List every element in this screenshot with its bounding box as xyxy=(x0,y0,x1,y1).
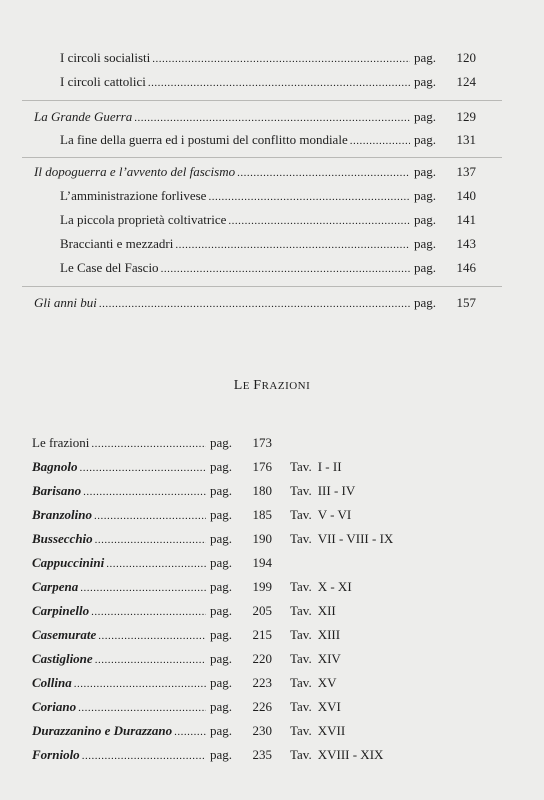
leader-dots xyxy=(82,746,206,766)
pag-label: pag. xyxy=(209,627,232,642)
tavole-ref xyxy=(290,481,355,501)
frazione-page-number: 173 xyxy=(252,435,272,450)
tav-numbers: XVI xyxy=(317,699,341,714)
frazione-title: Le frazioni xyxy=(32,435,90,450)
tavole-ref xyxy=(290,577,352,597)
frazione-entry xyxy=(32,721,232,741)
tav-label: Tav. xyxy=(290,459,312,474)
leader-dots xyxy=(74,674,206,694)
toc-entry-title: Le Case del Fascio xyxy=(60,260,159,275)
divider xyxy=(22,286,502,287)
toc-section-title: La Grande Guerra xyxy=(34,109,133,124)
pag-label: pag. xyxy=(413,74,436,89)
tav-label: Tav. xyxy=(290,507,312,522)
frazione-page-number: 235 xyxy=(252,747,272,762)
frazione-page-number: 180 xyxy=(252,483,272,498)
toc-page-number: 120 xyxy=(456,50,476,65)
frazione-title: Bagnolo xyxy=(32,459,78,474)
pag-label: pag. xyxy=(413,260,436,275)
frazione-title: Branzolino xyxy=(32,507,92,522)
frazione-page-number: 223 xyxy=(252,675,272,690)
frazione-entry xyxy=(32,481,232,501)
frazione-entry xyxy=(32,505,232,525)
tavole-ref xyxy=(290,721,345,741)
frazione-page-number: 230 xyxy=(252,723,272,738)
toc-entry xyxy=(60,72,436,92)
leader-dots xyxy=(134,108,410,128)
toc-section-title: Gli anni bui xyxy=(34,295,97,310)
frazione-entry xyxy=(32,457,232,477)
pag-label: pag. xyxy=(209,723,232,738)
tavole-ref xyxy=(290,697,341,717)
tav-numbers: III - IV xyxy=(317,483,356,498)
tavole-ref xyxy=(290,529,393,549)
pag-label: pag. xyxy=(209,675,232,690)
frazione-entry xyxy=(32,601,232,621)
tav-numbers: XII xyxy=(317,603,336,618)
pag-label: pag. xyxy=(413,164,436,179)
pag-label: pag. xyxy=(413,109,436,124)
pag-label: pag. xyxy=(209,483,232,498)
frazione-page-number: 220 xyxy=(252,651,272,666)
toc-entry xyxy=(60,234,436,254)
frazione-title: Forniolo xyxy=(32,747,80,762)
section-heading xyxy=(0,378,544,394)
toc-page-number: 141 xyxy=(456,212,476,227)
frazione-title: Casemurate xyxy=(32,627,97,642)
tav-numbers: XVIII - XIX xyxy=(317,747,384,762)
leader-dots xyxy=(91,602,206,622)
tav-numbers: XVII xyxy=(317,723,346,738)
frazione-title: Bussecchio xyxy=(32,531,93,546)
toc-page-number: 143 xyxy=(456,236,476,251)
leader-dots xyxy=(99,294,410,314)
pag-label: pag. xyxy=(209,651,232,666)
toc-section xyxy=(34,293,436,313)
frazione-entry xyxy=(32,697,232,717)
toc-entry xyxy=(60,186,436,206)
tav-label: Tav. xyxy=(290,579,312,594)
tavole-ref xyxy=(290,457,342,477)
leader-dots xyxy=(98,626,206,646)
tav-numbers: XV xyxy=(317,675,337,690)
tavole-ref xyxy=(290,601,336,621)
leader-dots xyxy=(95,650,206,670)
pag-label: pag. xyxy=(209,435,232,450)
toc-page-number: 157 xyxy=(456,295,476,310)
tav-numbers: XIV xyxy=(317,651,341,666)
frazione-entry xyxy=(32,625,232,645)
tav-label: Tav. xyxy=(290,747,312,762)
leader-dots xyxy=(78,698,206,718)
pag-label: pag. xyxy=(209,555,232,570)
toc-section-title: Il dopoguerra e l’avvento del fascismo xyxy=(34,164,236,179)
pag-label: pag. xyxy=(413,295,436,310)
tav-numbers: I - II xyxy=(317,459,342,474)
frazione-title: Castiglione xyxy=(32,651,93,666)
leader-dots xyxy=(228,211,410,231)
pag-label: pag. xyxy=(413,132,436,147)
frazione-title: Collina xyxy=(32,675,72,690)
toc-entry xyxy=(60,210,436,230)
frazione-title: Durazzanino e Durazzano xyxy=(32,723,173,738)
toc-entry-title: L’amministrazione forlivese xyxy=(60,188,207,203)
leader-dots xyxy=(106,554,206,574)
tav-label: Tav. xyxy=(290,651,312,666)
pag-label: pag. xyxy=(413,212,436,227)
toc-section xyxy=(34,162,436,182)
frazione-page-number: 194 xyxy=(252,555,272,570)
toc-section xyxy=(34,107,436,127)
leader-dots xyxy=(148,73,410,93)
pag-label: pag. xyxy=(209,507,232,522)
tavole-ref xyxy=(290,673,337,693)
frazione-entry xyxy=(32,529,232,549)
frazione-entry xyxy=(32,433,232,453)
toc-entry xyxy=(60,258,436,278)
toc-page-number: 137 xyxy=(456,164,476,179)
leader-dots xyxy=(152,49,410,69)
heading-small-caps: RAZIONI xyxy=(261,380,311,392)
leader-dots xyxy=(95,530,206,550)
toc-entry-title: I circoli cattolici xyxy=(60,74,146,89)
pag-label: pag. xyxy=(413,188,436,203)
tav-label: Tav. xyxy=(290,627,312,642)
toc-entry-title: I circoli socialisti xyxy=(60,50,151,65)
frazione-entry xyxy=(32,553,232,573)
tav-numbers: X - XI xyxy=(317,579,352,594)
frazione-title: Carpena xyxy=(32,579,79,594)
tavole-ref xyxy=(290,649,341,669)
tav-label: Tav. xyxy=(290,699,312,714)
toc-entry xyxy=(60,130,436,150)
heading-initial: L xyxy=(233,378,243,393)
toc-page-number: 129 xyxy=(456,109,476,124)
tav-label: Tav. xyxy=(290,531,312,546)
frazione-page-number: 226 xyxy=(252,699,272,714)
frazione-entry xyxy=(32,745,232,765)
leader-dots xyxy=(175,235,410,255)
tav-label: Tav. xyxy=(290,723,312,738)
divider xyxy=(22,100,502,101)
frazione-entry xyxy=(32,649,232,669)
pag-label: pag. xyxy=(209,699,232,714)
frazione-page-number: 199 xyxy=(252,579,272,594)
divider xyxy=(22,157,502,158)
pag-label: pag. xyxy=(209,531,232,546)
heading-small-caps: E xyxy=(242,380,254,392)
heading-initial: F xyxy=(253,378,262,393)
frazione-page-number: 185 xyxy=(252,507,272,522)
tav-label: Tav. xyxy=(290,603,312,618)
tavole-ref xyxy=(290,625,340,645)
tav-numbers: VII - VIII - IX xyxy=(317,531,394,546)
pag-label: pag. xyxy=(413,50,436,65)
frazione-page-number: 176 xyxy=(252,459,272,474)
frazione-title: Carpinello xyxy=(32,603,90,618)
toc-page-number: 140 xyxy=(456,188,476,203)
frazione-entry xyxy=(32,673,232,693)
frazione-title: Cappuccinini xyxy=(32,555,105,570)
leader-dots xyxy=(91,434,206,454)
tav-label: Tav. xyxy=(290,675,312,690)
leader-dots xyxy=(237,163,410,183)
toc-page-number: 146 xyxy=(456,260,476,275)
tav-label: Tav. xyxy=(290,483,312,498)
toc-entry-title: Braccianti e mezzadri xyxy=(60,236,174,251)
toc-entry xyxy=(60,48,436,68)
frazione-page-number: 215 xyxy=(252,627,272,642)
frazione-page-number: 205 xyxy=(252,603,272,618)
pag-label: pag. xyxy=(209,603,232,618)
toc-page-number: 131 xyxy=(456,132,476,147)
pag-label: pag. xyxy=(209,459,232,474)
leader-dots xyxy=(208,187,410,207)
tavole-ref xyxy=(290,745,383,765)
leader-dots xyxy=(174,722,206,742)
tav-numbers: V - VI xyxy=(317,507,352,522)
leader-dots xyxy=(94,506,206,526)
tav-numbers: XIII xyxy=(317,627,341,642)
leader-dots xyxy=(350,131,410,151)
frazione-page-number: 190 xyxy=(252,531,272,546)
pag-label: pag. xyxy=(209,747,232,762)
tavole-ref xyxy=(290,505,351,525)
pag-label: pag. xyxy=(209,579,232,594)
leader-dots xyxy=(83,482,206,502)
frazione-title: Coriano xyxy=(32,699,77,714)
leader-dots xyxy=(80,458,206,478)
frazione-entry xyxy=(32,577,232,597)
pag-label: pag. xyxy=(413,236,436,251)
frazione-title: Barisano xyxy=(32,483,82,498)
toc-page-number: 124 xyxy=(456,74,476,89)
toc-entry-title: La fine della guerra ed i postumi del conflitto mondiale xyxy=(60,132,348,147)
toc-entry-title: La piccola proprietà coltivatrice xyxy=(60,212,227,227)
leader-dots xyxy=(80,578,206,598)
leader-dots xyxy=(161,259,410,279)
